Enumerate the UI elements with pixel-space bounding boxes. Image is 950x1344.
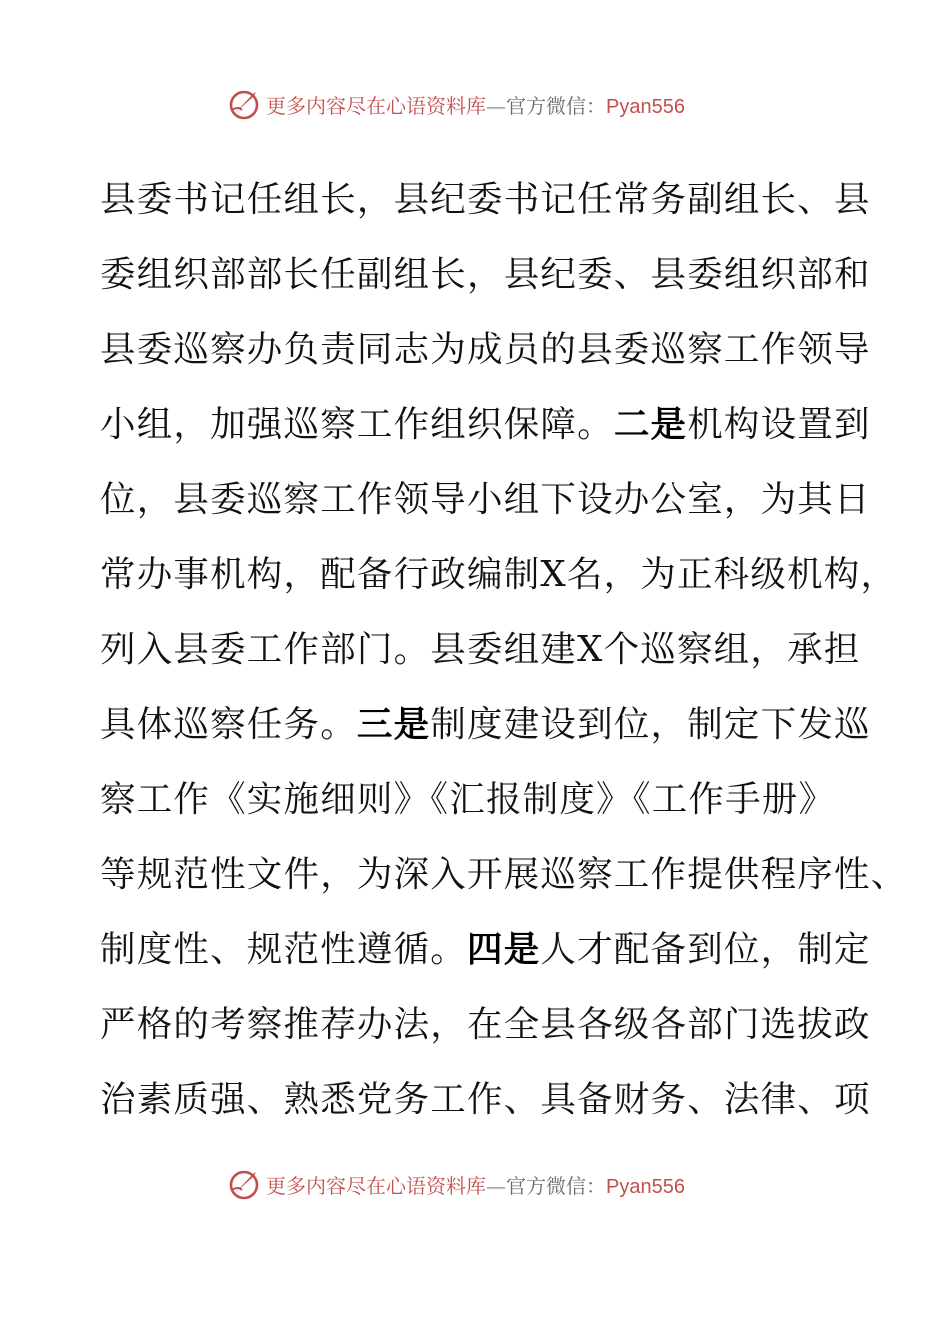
quill-pen-circle-icon bbox=[226, 1166, 262, 1202]
header-text bbox=[266, 90, 685, 119]
text-line bbox=[100, 695, 870, 770]
quill-pen-circle-icon bbox=[226, 86, 262, 122]
header-separator: — bbox=[486, 93, 506, 118]
text-line bbox=[100, 245, 870, 320]
footer-separator: — bbox=[486, 1173, 506, 1198]
text-line bbox=[100, 170, 870, 245]
text-line bbox=[100, 470, 870, 545]
text-segment: 机构设置到 bbox=[687, 404, 871, 445]
text-line bbox=[100, 545, 898, 620]
text-line bbox=[100, 620, 870, 695]
header-brand: 更多内容尽在心语资料库 bbox=[266, 93, 486, 118]
text-segment: 列入县委工作部门。县委组建X个巡察组，承担 bbox=[100, 629, 861, 670]
text-line bbox=[100, 920, 870, 995]
footer-wechat-label: 官方微信： bbox=[506, 1173, 606, 1198]
text-segment: 人才配备到位，制定 bbox=[540, 929, 871, 970]
text-segment: 小组，加强巡察工作组织保障。 bbox=[100, 404, 614, 445]
text-segment: 严格的考察推荐办法，在全县各级各部门选拔政 bbox=[100, 1004, 871, 1045]
header-banner bbox=[226, 84, 685, 124]
text-segment: 治素质强、熟悉党务工作、具备财务、法律、项 bbox=[100, 1079, 871, 1120]
text-segment: 等规范性文件，为深入开展巡察工作提供程序性、 bbox=[100, 854, 908, 895]
text-segment: 县委书记任组长，县纪委书记任常务副组长、县 bbox=[100, 179, 871, 220]
text-segment: 察工作《实施细则》《汇报制度》《工作手册》 bbox=[100, 779, 836, 820]
header-wechat-label: 官方微信： bbox=[506, 93, 606, 118]
text-segment: 制度建设到位，制定下发巡 bbox=[430, 704, 871, 745]
text-line bbox=[100, 770, 870, 845]
bold-keyword: 二是 bbox=[613, 404, 688, 445]
footer-banner bbox=[226, 1164, 685, 1204]
text-segment: 县委巡察办负责同志为成员的县委巡察工作领导 bbox=[100, 329, 871, 370]
header-wechat-id: Pyan556 bbox=[606, 95, 685, 118]
text-line bbox=[100, 395, 870, 470]
text-segment: 委组织部部长任副组长，县纪委、县委组织部和 bbox=[100, 254, 871, 295]
text-segment: 制度性、规范性遵循。 bbox=[100, 929, 468, 970]
text-line bbox=[100, 320, 870, 395]
text-line bbox=[100, 845, 908, 920]
document-body bbox=[100, 170, 908, 1145]
text-segment: 位，县委巡察工作领导小组下设办公室，为其日 bbox=[100, 479, 871, 520]
text-segment: 具体巡察任务。 bbox=[100, 704, 357, 745]
bold-keyword: 三是 bbox=[356, 704, 431, 745]
text-segment: 常办事机构，配备行政编制X名，为正科级机构， bbox=[100, 554, 898, 595]
bold-keyword: 四是 bbox=[467, 929, 541, 970]
text-line bbox=[100, 1070, 870, 1145]
text-line bbox=[100, 995, 870, 1070]
footer-brand: 更多内容尽在心语资料库 bbox=[266, 1173, 486, 1198]
footer-text bbox=[266, 1170, 685, 1199]
footer-wechat-id: Pyan556 bbox=[606, 1175, 685, 1198]
